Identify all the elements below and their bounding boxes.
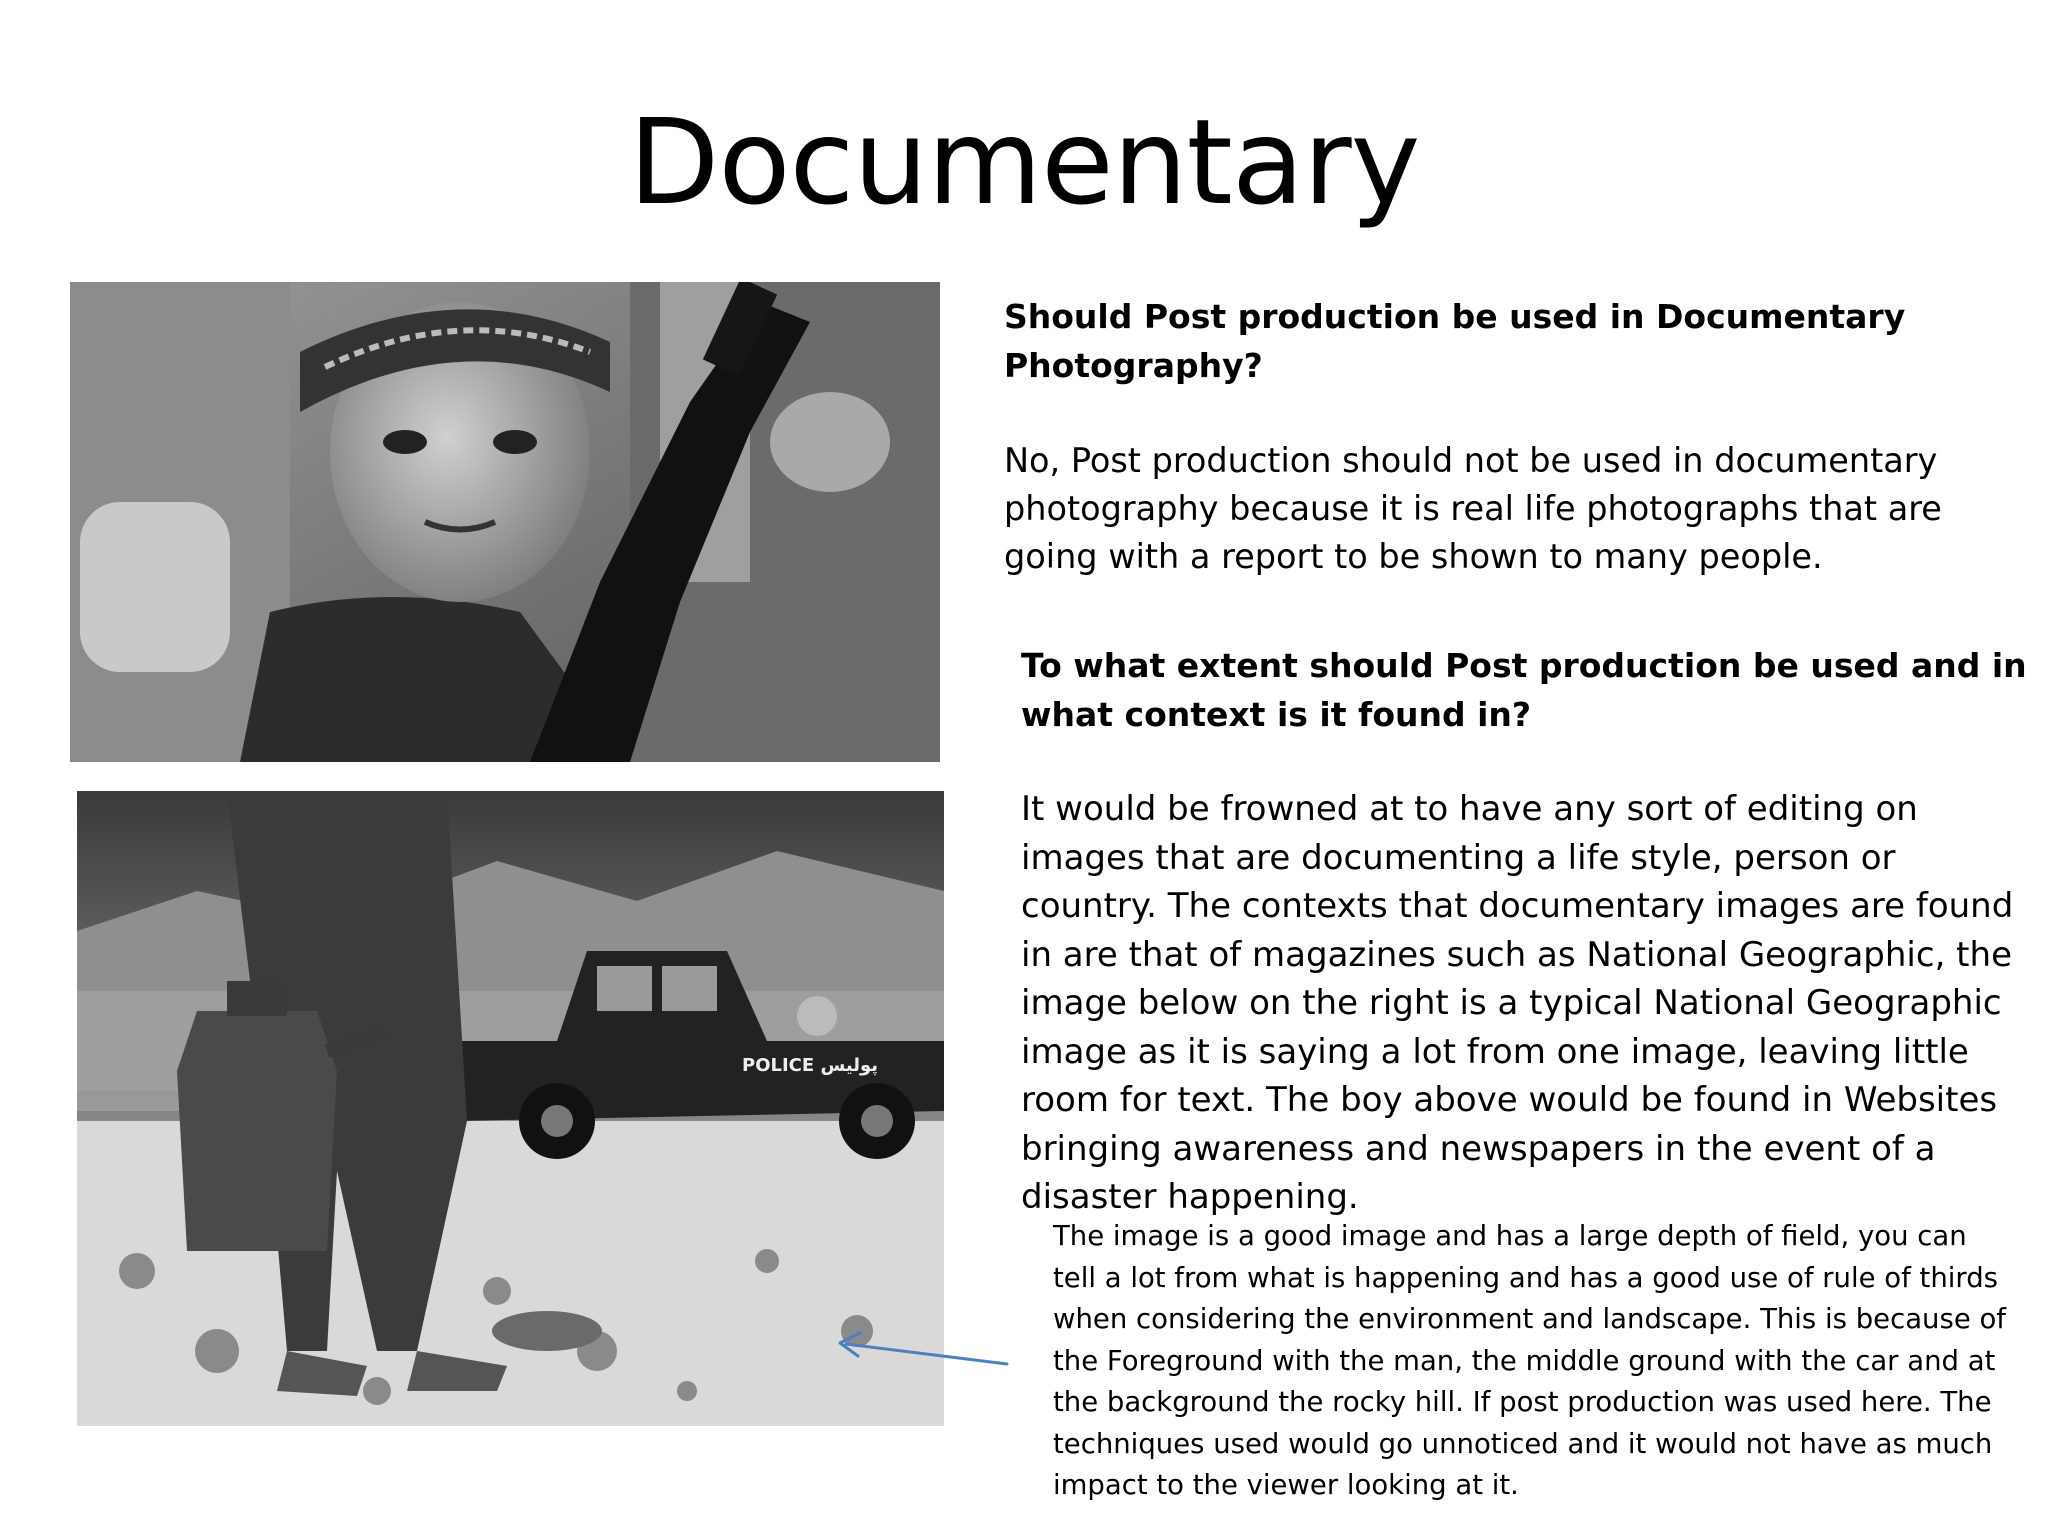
pointer-arrow-icon bbox=[832, 1330, 1012, 1370]
answer-should-post-production: No, Post production should not be used in documentary photography because it is real life photographs that are going with a report to be shown to many people. bbox=[1004, 441, 1942, 576]
slide-title: Documentary bbox=[628, 93, 1420, 231]
question-extent-and-context: To what extent should Post production be used and in what context is it found in? bbox=[1021, 646, 2027, 734]
image-analysis-note: The image is a good image and has a large depth of field, you can tell a lot from what is happening and has a good use of rule of thirds when considering the environment and landscape. This is because of the Foreground with the man, the middle ground with the car and at the background the rocky hill. If post production was used here. The techniques used would go unnoticed and it would not have as much impact to the viewer looking at it. bbox=[1053, 1220, 2006, 1501]
answer-extent-and-context: It would be frowned at to have any sort of editing on images that are documenting a life style, person or country. The contexts that documentary images are found in are that of magazines such as National Geographic, the image below on the right is a typical National Geographic image as it is saying a lot from one image, leaving little room for text. The boy above would be found in Websites bringing awareness and newspapers in the event of a disaster happening. bbox=[1021, 789, 2014, 1217]
police-vehicle-text: POLICE پولیس bbox=[742, 1055, 879, 1076]
boy-with-rifle-photo bbox=[70, 282, 940, 762]
question-should-post-production: Should Post production be used in Documentary Photography? bbox=[1004, 297, 1906, 385]
man-with-police-truck-photo bbox=[77, 791, 944, 1426]
